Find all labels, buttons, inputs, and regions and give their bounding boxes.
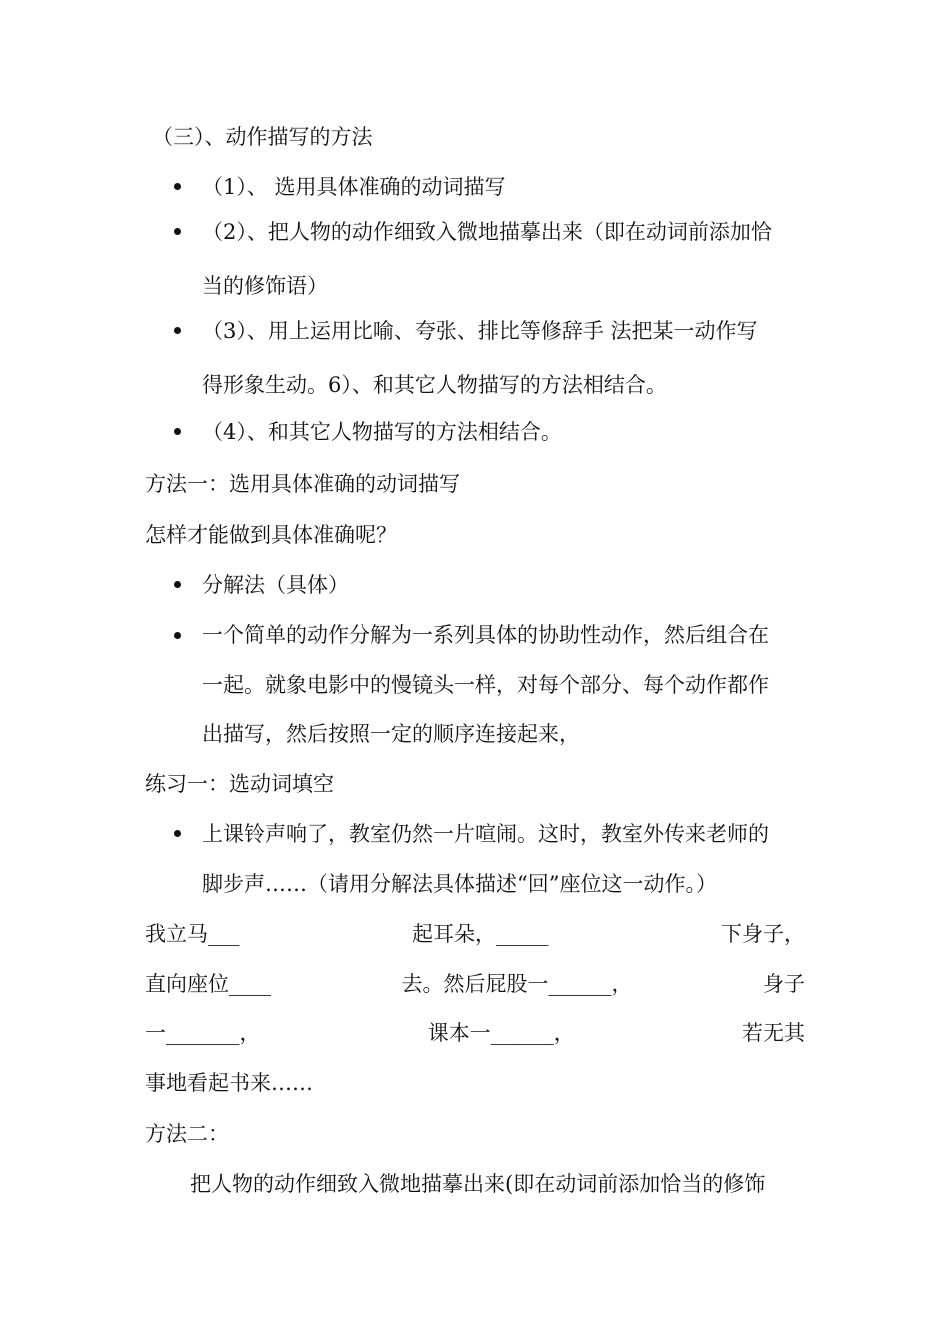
fill-line [145, 1020, 805, 1046]
fill-segment: 若无其 [742, 1021, 805, 1045]
list-item: （4）、和其它人物描写的方法相结合。 [202, 420, 562, 444]
fill-segment: 直向座位____ [145, 972, 271, 996]
bullet-icon [174, 581, 181, 588]
bullet-icon [174, 327, 181, 334]
exercise-title: 练习一：选动词填空 [145, 772, 334, 796]
list-item: 分解法（具体） [202, 573, 349, 597]
bullet-icon [174, 830, 181, 837]
fill-line [145, 921, 805, 947]
bullet-icon [174, 228, 181, 235]
method1-title: 方法一：选用具体准确的动词描写 [145, 472, 460, 496]
list-item-continuation: 得形象生动。6）、和其它人物描写的方法相结合。 [202, 373, 667, 397]
fill-segment: 一_______， [145, 1021, 261, 1045]
fill-segment: 下身子， [721, 922, 805, 946]
list-item-continuation: 脚步声……（请用分解法具体描述“回”座位这一动作。） [202, 872, 717, 896]
list-item-continuation: 一起。就象电影中的慢镜头一样，对每个部分、每个动作都作 [202, 673, 769, 697]
method2-title: 方法二： [145, 1122, 229, 1146]
list-item: （2）、把人物的动作细致入微地描摹出来（即在动词前添加恰 [202, 220, 772, 244]
list-item-continuation: 出描写，然后按照一定的顺序连接起来， [202, 722, 580, 746]
fill-line-end: 事地看起书来…… [145, 1071, 313, 1095]
method1-question: 怎样才能做到具体准确呢？ [145, 523, 397, 547]
list-item: （3）、用上运用比喻、夸张、排比等修辞手 法把某一动作写 [202, 319, 758, 343]
list-item: （1）、 选用具体准确的动词描写 [202, 175, 506, 199]
fill-segment: 身子 [763, 972, 805, 996]
fill-segment: 课本一______， [427, 1021, 575, 1045]
list-item: 一个简单的动作分解为一系列具体的协助性动作，然后组合在 [202, 623, 769, 647]
fill-line [145, 971, 805, 997]
method2-text: 把人物的动作细致入微地描摹出来(即在动词前添加恰当的修饰 [190, 1172, 766, 1196]
bullet-icon [174, 183, 181, 190]
fill-segment: 我立马___ [145, 922, 240, 946]
bullet-icon [174, 428, 181, 435]
list-item: 上课铃声响了，教室仍然一片喧闹。这时，教室外传来老师的 [202, 822, 769, 846]
fill-segment: 起耳朵，_____ [412, 922, 549, 946]
section-heading: （三）、动作描写的方法 [152, 125, 373, 149]
fill-segment: 去。然后屁股一______， [401, 972, 633, 996]
list-item-continuation: 当的修饰语） [202, 274, 328, 298]
bullet-icon [174, 632, 181, 639]
